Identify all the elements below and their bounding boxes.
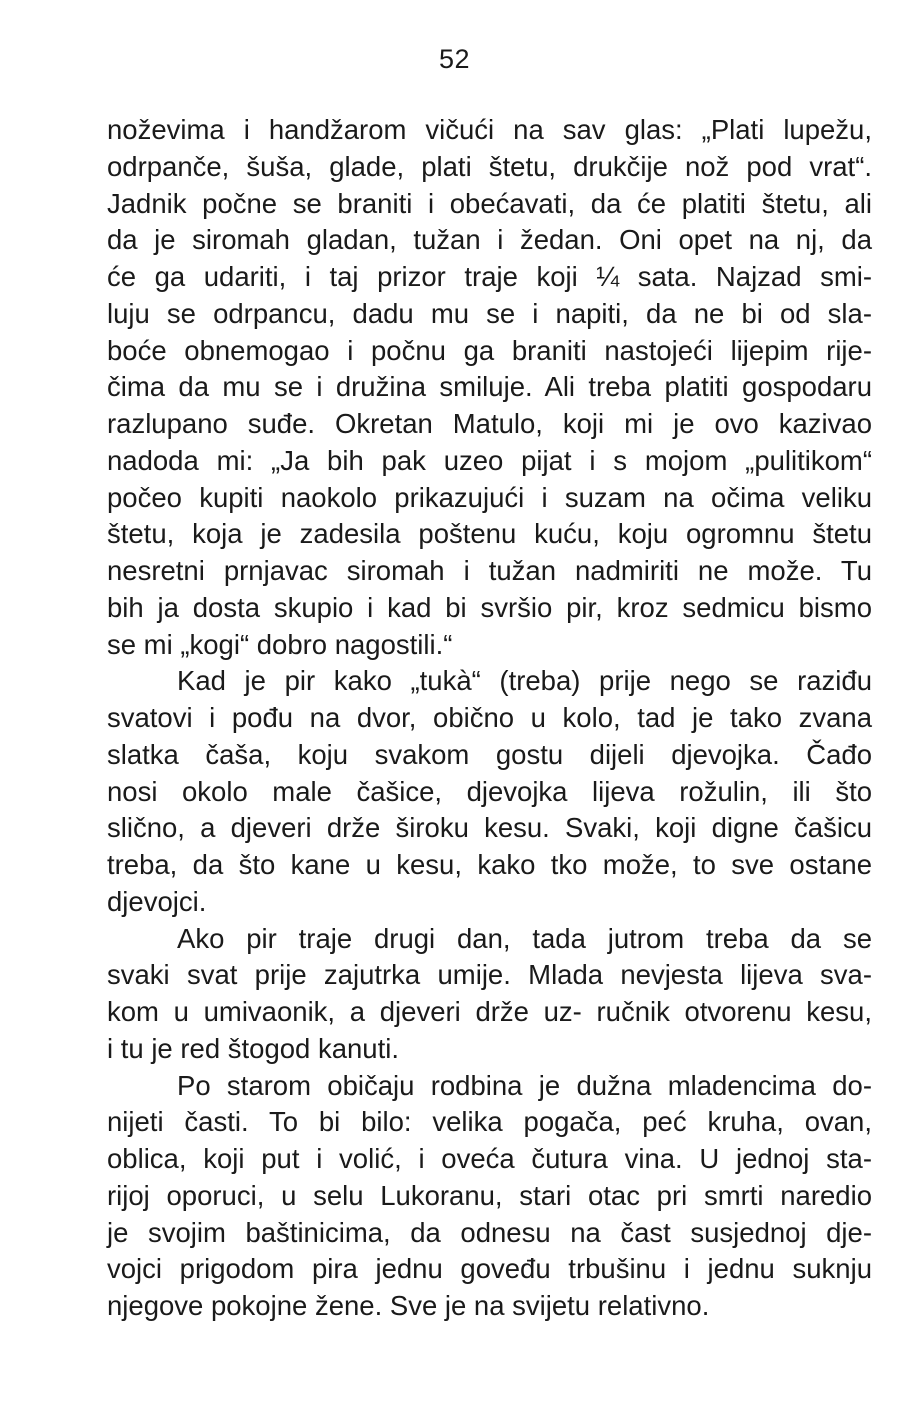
text-line: svaki svat prije zajutrka umije. Mlada nevjesta lijeva sva- (107, 959, 872, 991)
text-line: bih ja dosta skupio i kad bi svršio pir, kroz sedmicu bismo (107, 591, 872, 623)
text-line: nadoda mi: „Ja bih pak uzeo pijat i s mojom „pulitikom“ (107, 444, 872, 476)
text-line: nijeti časti. To bi bilo: velika pogača, peć kruha, ovan, (107, 1106, 872, 1138)
body-text (107, 112, 872, 1325)
paragraph-end-line: se mi „kogi“ dobro nagostili.“ (107, 628, 453, 660)
paragraph-end-line: i tu je red štogod kanuti. (107, 1032, 399, 1064)
text-line: slatka čaša, koju svakom gostu dijeli djevojka. Čađo (107, 738, 872, 770)
text-line: odrpanče, šuša, glade, plati štetu, drukčije nož pod vrat“. (107, 150, 872, 182)
paragraph-start-line: Ako pir traje drugi dan, tada jutrom treba da se (177, 922, 872, 954)
text-line: nesretni prnjavac siromah i tužan nadmiriti ne može. Tu (107, 555, 872, 586)
paragraph-start-line: Po starom običaju rodbina je dužna mladencima do- (177, 1069, 872, 1101)
text-line: čima da mu se i družina smiluje. Ali treba platiti gospodaru (107, 371, 872, 403)
text-line: oblica, koji put i volić, i oveća čutura vina. U jednoj sta- (107, 1143, 872, 1174)
paragraph-start-line: Kad je pir kako „tukà“ (treba) prije nego se raziđu (177, 665, 872, 697)
page-number: 52 (438, 44, 471, 74)
text-line: boće obnemogao i počnu ga braniti nastojeći lijepim rije- (107, 334, 872, 366)
text-line: je svojim baštinicima, da odnesu na čast susjednoj dje- (107, 1216, 872, 1248)
text-line: noževima i handžarom vičući na sav glas: „Plati lupežu, (107, 114, 872, 145)
text-line: razlupano suđe. Okretan Matulo, koji mi je ovo kazivao (107, 408, 872, 439)
paragraph-end-line: djevojci. (107, 885, 207, 917)
text-line: slično, a djeveri drže široku kesu. Svaki, koji digne čašicu (107, 812, 872, 844)
text-line: rijoj oporuci, u selu Lukoranu, stari otac pri smrti naredio (107, 1179, 872, 1211)
text-line: da je siromah gladan, tužan i žedan. Oni opet na nj, da (107, 224, 872, 256)
text-line: počeo kupiti naokolo prikazujući i suzam na očima veliku (107, 481, 872, 513)
text-line: luju se odrpancu, dadu mu se i napiti, da ne bi od sla- (107, 297, 872, 329)
text-line: nosi okolo male čašice, djevojka lijeva rožulin, ili što (107, 775, 872, 807)
text-line: će ga udariti, i taj prizor traje koji ¼ sata. Najzad smi- (107, 261, 872, 292)
text-line: štetu, koja je zadesila poštenu kuću, koju ogromnu štetu (107, 518, 872, 550)
text-line: svatovi i pođu na dvor, obično u kolo, tad je tako zvana (107, 702, 872, 733)
text-line: vojci prigodom pira jednu goveđu trbušinu i jednu suknju (107, 1253, 872, 1285)
text-line: kom u umivaonik, a djeveri drže uz- ručnik otvorenu kesu, (107, 996, 872, 1027)
paragraph-end-line: njegove pokojne žene. Sve je na svijetu relativno. (107, 1290, 710, 1321)
text-line: treba, da što kane u kesu, kako tko može, to sve ostane (107, 849, 872, 880)
text-line: Jadnik počne se braniti i obećavati, da će platiti štetu, ali (107, 187, 872, 219)
